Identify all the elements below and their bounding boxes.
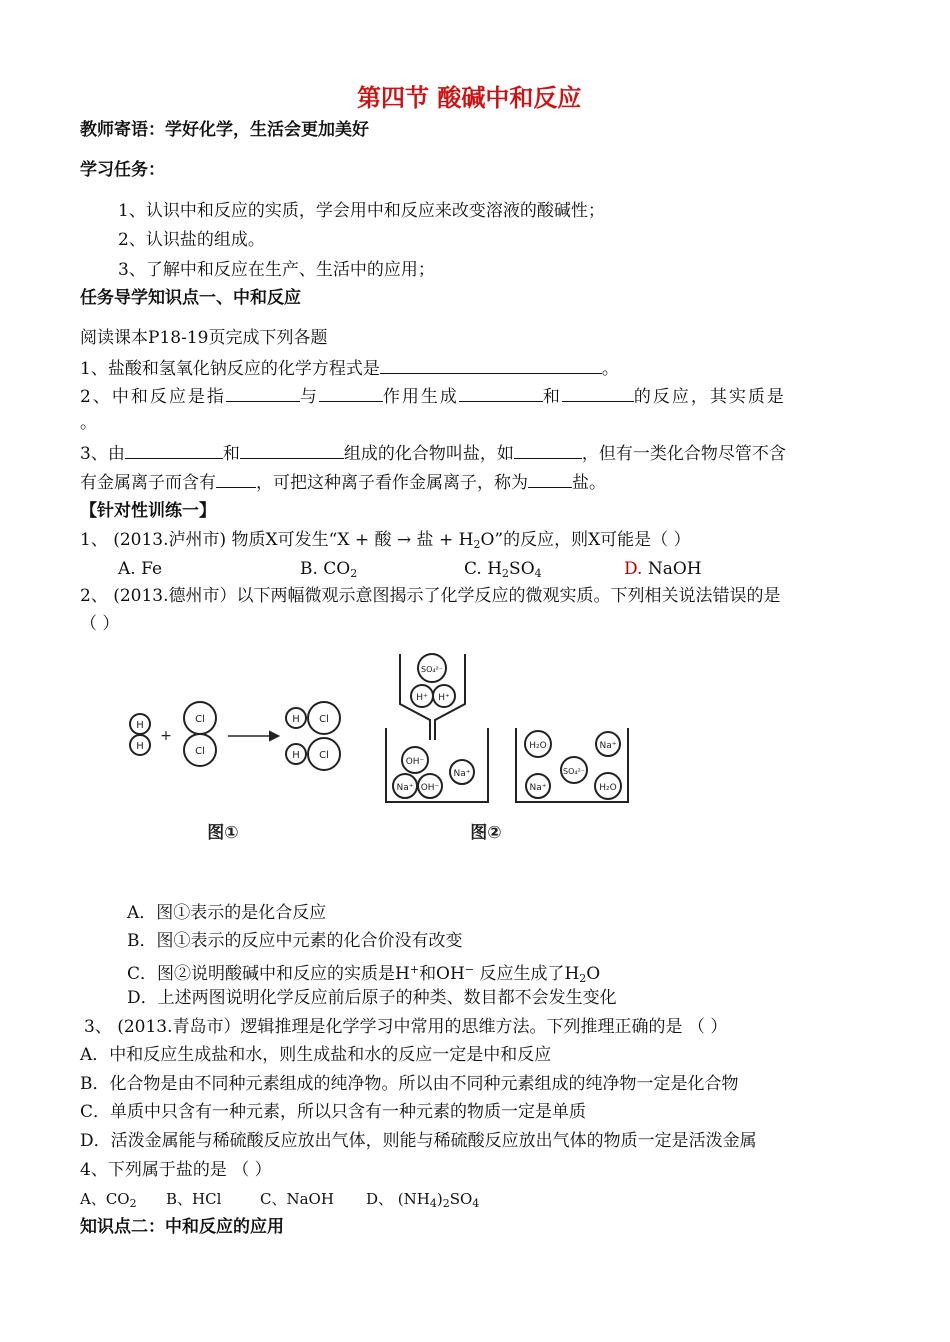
option-d[interactable]: D．上述两图说明化学反应前后原子的种类、数目都不会发生变化 <box>127 988 617 1008</box>
water-molecule: H₂O <box>529 741 547 751</box>
figure-2-caption: 图② <box>470 823 502 843</box>
option-a[interactable]: A．图①表示的是化合反应 <box>127 903 327 923</box>
hydroxide-ion: OH⁻ <box>420 783 440 793</box>
answer-blank[interactable] <box>514 441 582 459</box>
question-2-continuation: 。 <box>80 413 97 433</box>
h-atom: H <box>136 741 144 752</box>
sodium-ion: Na⁺ <box>599 741 617 751</box>
sulfate-ion: SO₄²⁻ <box>420 665 444 674</box>
question-3: 3、由 和 组成的化合物叫盐，如 ，但有一类化合物尽管不含 <box>80 441 786 466</box>
hydroxide-ion: OH⁻ <box>405 757 425 767</box>
exercise-2-stem: 2、 (2013.德州市）以下两幅微观示意图揭示了化学反应的微观实质。下列相关说法错误的是 <box>80 586 781 606</box>
answer-blank[interactable] <box>125 441 223 459</box>
answer-blank[interactable] <box>528 470 572 488</box>
option-b[interactable]: B．化合物是由不同种元素组成的纯净物。所以由不同种元素组成的纯净物一定是化合物 <box>80 1074 739 1094</box>
option-b[interactable]: B、HCl <box>166 1190 222 1208</box>
exercise-1-options <box>118 557 702 586</box>
h-atom: H <box>292 714 300 725</box>
cl-atom: Cl <box>319 714 329 725</box>
h-atom: H <box>292 750 300 761</box>
task-item: 3、了解中和反应在生产、生活中的应用； <box>118 260 435 280</box>
answer-blank[interactable] <box>380 356 602 374</box>
answer-blank[interactable] <box>226 384 300 402</box>
option-d[interactable]: D、 $(NH_4)_2SO_4$ <box>366 1190 480 1210</box>
question-3-line-2: 有金属离子而含有 ，可把这种离子看作金属离子，称为 盐。 <box>80 470 606 495</box>
answer-blank[interactable] <box>216 470 256 488</box>
exercise-3-stem: 3、 (2013.青岛市）逻辑推理是化学学习中常用的思维方法。下列推理正确的是 （ ） <box>84 1017 728 1037</box>
cl-atom: Cl <box>195 714 205 725</box>
option-a[interactable]: A．中和反应生成盐和水，则生成盐和水的反应一定是中和反应 <box>80 1045 552 1065</box>
training-heading: 【针对性训练一】 <box>80 501 216 521</box>
question-2: 2、中和反应是指 与 作用生成 和 的反应，其实质是 <box>80 384 786 409</box>
answer-blank[interactable] <box>459 384 543 402</box>
option-c[interactable]: C．单质中只含有一种元素，所以只含有一种元素的物质一定是单质 <box>80 1102 587 1122</box>
answer-blank[interactable] <box>562 384 634 402</box>
sodium-ion: Na⁺ <box>396 783 414 793</box>
sodium-ion: Na⁺ <box>529 783 547 793</box>
knowledge-point-1-heading: 任务导学知识点一、中和反应 <box>80 288 301 308</box>
knowledge-point-2-heading: 知识点二：中和反应的应用 <box>80 1217 284 1237</box>
h-atom: H <box>136 720 144 731</box>
option-a[interactable]: A. Fe <box>118 559 163 579</box>
option-b[interactable]: B．图①表示的反应中元素的化合价没有改变 <box>127 931 463 951</box>
svg-text:+: + <box>160 728 172 744</box>
exercise-4-stem: 4、下列属于盐的是 （ ） <box>80 1160 272 1180</box>
reading-instruction: 阅读课本P18-19页完成下列各题 <box>80 328 328 348</box>
sulfate-ion: SO₄²⁻ <box>562 767 586 776</box>
task-item: 1、认识中和反应的实质，学会用中和反应来改变溶液的酸碱性； <box>118 201 605 221</box>
hydrogen-ion: H⁺ <box>438 693 450 703</box>
figure-1 <box>130 702 340 843</box>
answer-parentheses: （ ） <box>80 614 120 634</box>
option-c[interactable]: C．图②说明酸碱中和反应的实质是H+和OH− 反应生成了$H_2O$ <box>127 963 601 985</box>
option-b[interactable]: B. $CO_2$ <box>300 559 358 580</box>
hydrogen-ion: H⁺ <box>416 693 428 703</box>
exercise-1-stem: 1、 (2013.泸州市) 物质X可发生“X + 酸 → 盐 + $H_2O$”的反应，则X可能是（ ） <box>80 530 691 551</box>
micro-reaction-diagram <box>118 652 838 852</box>
option-d[interactable]: D．活泼金属能与稀硫酸反应放出气体，则能与稀硫酸反应放出气体的物质一定是活泼金属 <box>80 1131 757 1151</box>
page-title: 第四节 酸碱中和反应 <box>357 84 582 112</box>
figure-1-caption: 图① <box>207 823 239 843</box>
option-c[interactable]: C、NaOH <box>260 1190 334 1208</box>
cl-atom: Cl <box>319 750 329 761</box>
figure-2 <box>386 654 628 843</box>
water-molecule: H₂O <box>599 783 617 793</box>
answer-blank[interactable] <box>240 441 344 459</box>
teacher-motto: 教师寄语：学好化学，生活会更加美好 <box>80 120 369 140</box>
option-c[interactable]: C. $H_2SO_4$ <box>464 559 542 580</box>
answer-blank[interactable] <box>319 384 383 402</box>
option-d[interactable]: D. NaOH <box>624 559 702 579</box>
exercise-4-options <box>80 1187 479 1216</box>
tasks-heading: 学习任务： <box>80 160 165 180</box>
sodium-ion: Na⁺ <box>453 769 471 779</box>
option-a[interactable]: A、$CO_2$ <box>80 1190 137 1210</box>
cl-atom: Cl <box>195 746 205 757</box>
task-item: 2、认识盐的组成。 <box>118 230 265 250</box>
question-1: 1、盐酸和氢氧化钠反应的化学方程式是 。 <box>80 356 619 381</box>
